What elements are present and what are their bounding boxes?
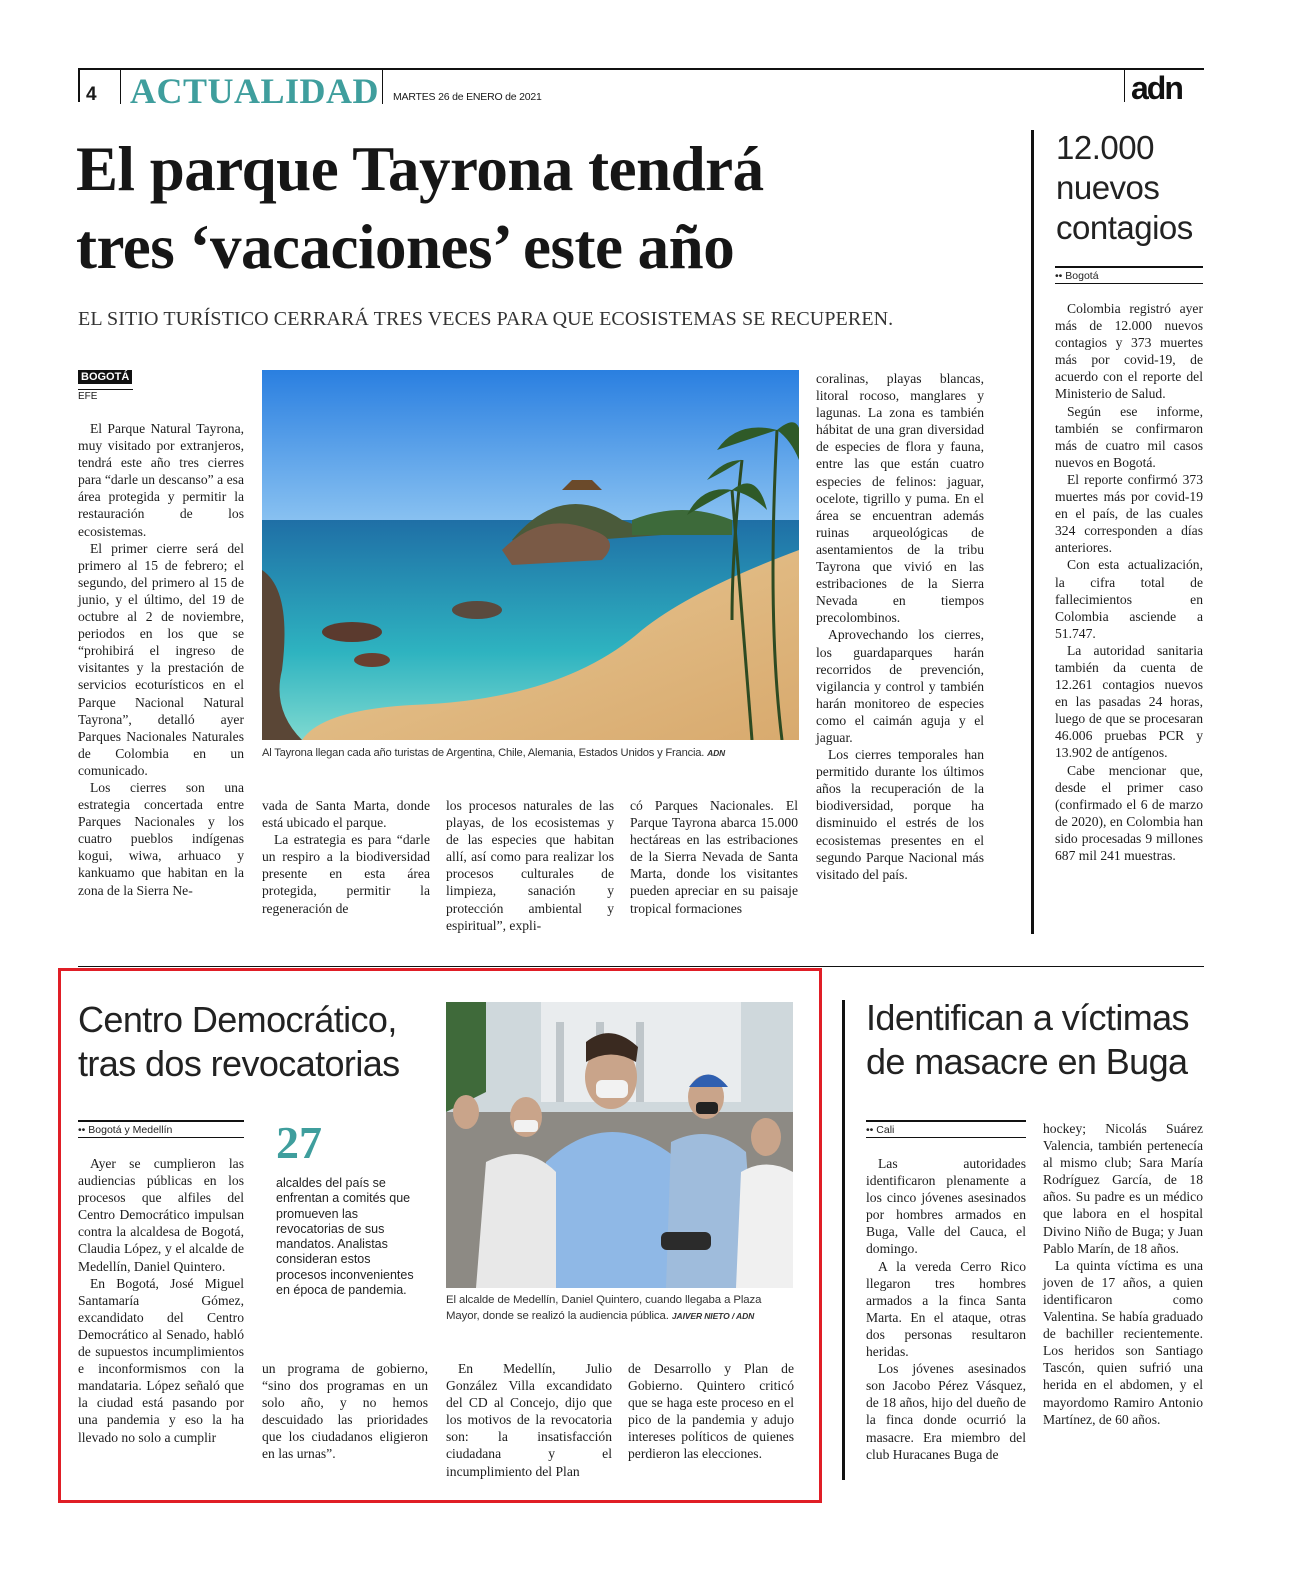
tayrona-beach-image xyxy=(262,370,799,740)
buga-location: Cali xyxy=(876,1124,895,1136)
paragraph: Los cierres son una estrategia concertada entre Parques Nacionales y los cuatro pueblos indígenas kogui, wiwa, arhuaco y kankuamo que habitan en la zona de la Sierra Ne- xyxy=(78,779,244,898)
logo-divider xyxy=(1124,70,1125,102)
paragraph: Las autoridades identificaron plenamente a los cinco jóvenes asesinados por hombres armados en Buga, Valle del Cauca, el domingo. xyxy=(866,1156,1026,1257)
lead-column-3 xyxy=(446,797,614,934)
caption-text: El alcalde de Medellín, Daniel Quintero, cuando llegaba a Plaza Mayor, donde se realizó la audiencia pública. xyxy=(446,1294,762,1322)
sidebar-location-tag xyxy=(1055,266,1203,284)
paragraph: Aprovechando los cierres, los guardaparques harán recorridos de prevención, vigilancia y control y también harán monitoreo de especies como el caimán aguja y el jaguar. xyxy=(816,627,984,745)
paragraph: La estrategia es para “darle un respiro a la biodiversidad presente en esta área protegida, permitir la regeneración de xyxy=(262,832,430,916)
lead-headline-line2: tres ‘vacaciones’ este año xyxy=(76,212,735,282)
buga-location-tag xyxy=(866,1120,1026,1138)
bullet-icon: •• xyxy=(78,1124,89,1136)
lead-headline xyxy=(76,130,764,286)
paragraph: Los jóvenes asesinados son Jacobo Pérez Vásquez, de 18 años, hijo del dueño de la finca donde ocurrió la masacre. Era miembro del club Huracanes Buga de xyxy=(866,1361,1026,1462)
paragraph: Cabe mencionar que, desde el primer caso (confirmado el 6 de marzo de 2020), en Colombia han sido procesadas 9 millones 687 mil 241 muestras. xyxy=(1055,762,1203,863)
paragraph: hockey; Nicolás Suárez Valencia, también pertenecía al mismo club; Sara María Rodríguez García, de 18 años. Su padre es un médico que labora en el hospital Divino Niño de Buga; y Juan Pablo Marín, de 18 años. xyxy=(1043,1121,1203,1256)
lead-subhead: EL SITIO TURÍSTICO CERRARÁ TRES VECES PARA QUE ECOSISTEMAS SE RECUPEREN. xyxy=(78,308,894,330)
header-divider-2 xyxy=(382,70,383,104)
photo-credit: ADN xyxy=(707,748,725,758)
buga-column-1 xyxy=(866,1155,1026,1463)
centro-column-2 xyxy=(262,1360,428,1463)
paragraph: A la vereda Cerro Rico llegaron tres hombres armados a la finca Santa Marta. En el ataque, otras dos personas resultaron heridas. xyxy=(866,1258,1026,1360)
paragraph: El Parque Natural Tayrona, muy visitado por extranjeros, tendrá este año tres cierres para “darle un descanso” a esa área protegida y permitir la restauración de los ecosistemas. xyxy=(78,421,244,539)
lead-source: EFE xyxy=(78,389,133,402)
lead-column-2 xyxy=(262,797,430,917)
big-number: 27 xyxy=(276,1117,322,1168)
centro-headline xyxy=(78,998,400,1086)
lead-column-5 xyxy=(816,370,984,883)
paragraph: La autoridad sanitaria también da cuenta de 12.261 contagios nuevos en las pasadas 24 horas, luego de que se procesaran 46.006 pruebas PCR y 13.902 de antígenos. xyxy=(1055,642,1203,761)
sidebar-body xyxy=(1055,300,1203,864)
centro-location-tag xyxy=(78,1120,244,1138)
paragraph: los procesos naturales de las playas, de los ecosistemas y de las especies que habitan allí, así como para realizar los procesos culturales de limpieza, sanación y protección ambiental y espiritual”, expli- xyxy=(446,798,614,933)
paragraph: Ayer se cumplieron las audiencias públicas en los procesos que alfiles del Centro Democrático impulsan contra la alcaldesa de Bogotá, Claudia López, y el alcalde de Medellín, Daniel Quintero. xyxy=(78,1156,244,1274)
paragraph: de Desarrollo y Plan de Gobierno. Quintero criticó que se haga este proceso en el pico de la pandemia y adujo intereses políticos de quienes perdieron las elecciones. xyxy=(628,1361,794,1462)
header-divider xyxy=(120,70,121,104)
centro-column-1 xyxy=(78,1155,244,1446)
centro-column-3 xyxy=(446,1360,612,1480)
sidebar-headline-line3: contagios xyxy=(1056,209,1193,246)
buga-headline xyxy=(866,996,1189,1084)
lead-column-4 xyxy=(630,797,798,917)
centro-column-4 xyxy=(628,1360,794,1463)
paragraph: Colombia registró ayer más de 12.000 nuevos contagios y 373 muertes más por covid-19, de acuerdo con el reporte del Ministerio de Salud. xyxy=(1055,301,1203,402)
sidebar-headline xyxy=(1056,128,1193,248)
photo-credit: JAIVER NIETO / ADN xyxy=(671,1311,755,1321)
adn-logo-text: adn xyxy=(1131,70,1182,106)
paragraph: vada de Santa Marta, donde está ubicado el parque. xyxy=(262,798,430,831)
paragraph: un programa de gobierno, “sino dos programas en un solo año, y no hemos descuidado las prioridades que los ciudadanos eligieron en las urnas”. xyxy=(262,1361,428,1462)
adn-logo xyxy=(1131,70,1182,107)
buga-rule xyxy=(842,1000,845,1480)
page-number: 4 xyxy=(86,84,97,105)
paragraph: En Medellín, Julio González Villa excandidato del CD al Concejo, dijo que los motivos de la revocatoria son: la insatisfacción ciudadana y el incumplimiento del Plan xyxy=(446,1361,612,1479)
paragraph: Con esta actualización, la cifra total de fallecimientos en Colombia asciende a 51.747. xyxy=(1055,557,1203,641)
centro-headline-line2: tras dos revocatorias xyxy=(78,1043,400,1084)
paragraph: coralinas, playas blancas, litoral rocoso, manglares y lagunas. La zona es también hábitat de una gran diversidad de especies de flora y fauna, entre las que están cuatro especies de felinos: jaguar, ocelote, tigrillo y puma. En el área se encuentran además ruinas arqueológicas de asentamientos de la tribu Tayrona que vivió en las estribaciones de la Sierra Nevada en tiempos precolombinos. xyxy=(816,371,984,626)
caption-text: Al Tayrona llegan cada año turistas de Argentina, Chile, Alemania, Estados Unidos y Francia. xyxy=(262,747,705,759)
lead-column-1 xyxy=(78,420,244,899)
issue-date: MARTES 26 de ENERO de 2021 xyxy=(393,91,542,103)
centro-location: Bogotá y Medellín xyxy=(88,1124,173,1136)
tayrona-photo xyxy=(262,370,799,740)
paragraph: có Parques Nacionales. El Parque Tayrona abarca 15.000 hectáreas en las estribaciones de la Sierra Nevada de Santa Marta, donde los visitantes pueden apreciar en su paisaje tropical formaciones xyxy=(630,798,798,916)
paragraph: La quinta víctima es una joven de 17 años, a quien identificaron como Valentina. Se había graduado de bachiller recientemente. Los heridos son Santiago Tascón, quien sufrió una herida en el abdomen, y el mayordomo Ramiro Antonio Martínez, de 60 años. xyxy=(1043,1257,1203,1427)
buga-column-2 xyxy=(1043,1120,1203,1428)
quintero-photo xyxy=(446,1002,793,1288)
lead-headline-line1: El parque Tayrona tendrá xyxy=(76,134,764,204)
bullet-icon: •• xyxy=(866,1124,877,1136)
header-left-tick xyxy=(78,68,80,102)
sidebar-headline-line1: 12.000 xyxy=(1056,129,1154,166)
paragraph: En Bogotá, José Miguel Santamaría Gómez, excandidato del Centro Democrático al Senado, habló de supuestos incumplimientos e inconformismos con la mandataria. López señaló que la ciudad está pasando por una pandemia y eso la ha llevado no solo a cumplir xyxy=(78,1275,244,1445)
buga-headline-line1: Identifican a víctimas xyxy=(866,997,1189,1038)
sidebar-location: Bogotá xyxy=(1065,270,1099,282)
paragraph: Según ese informe, también se confirmaron más de cuatro mil casos nuevos en Bogotá. xyxy=(1055,403,1203,470)
paragraph: El primer cierre será del primero al 15 de febrero; el segundo, del primero al 15 de junio, y el último, del 19 de octubre al 2 de noviembre, periodos en los que se “prohibirá el ingreso de visitantes y la prestación de servicios ecoturísticos en el Parque Nacional Natural Tayrona”, detalló ayer Parques Nacionales Naturales de Colombia en un comunicado. xyxy=(78,540,244,778)
lead-location-tag: BOGOTÁ xyxy=(78,370,132,384)
big-number-text: alcaldes del país se enfrentan a comités que promueven las revocatorias de sus mandatos. Analistas consideran estos procesos inconvenientes en época de pandemia. xyxy=(276,1176,414,1298)
bullet-icon: •• xyxy=(1055,270,1066,282)
buga-headline-line2: de masacre en Buga xyxy=(866,1041,1188,1082)
tayrona-photo-caption xyxy=(262,747,725,759)
section-title: ACTUALIDAD xyxy=(130,71,380,111)
quintero-crowd-image xyxy=(446,1002,793,1288)
quintero-photo-caption xyxy=(446,1292,791,1324)
sidebar-rule xyxy=(1031,130,1034,934)
paragraph: Los cierres temporales han permitido durante los últimos años la recuperación de la biodiversidad, porque ha disminuido el estrés de los ecosistemas presentes en el segundo Parque Nacional más visitado del país. xyxy=(816,747,984,882)
section-separator xyxy=(78,966,1204,967)
sidebar-headline-line2: nuevos xyxy=(1056,169,1160,206)
centro-headline-line1: Centro Democrático, xyxy=(78,999,397,1040)
paragraph: El reporte confirmó 373 muertes más por covid-19 en el país, de las cuales 324 corresponden a días anteriores. xyxy=(1055,471,1203,556)
